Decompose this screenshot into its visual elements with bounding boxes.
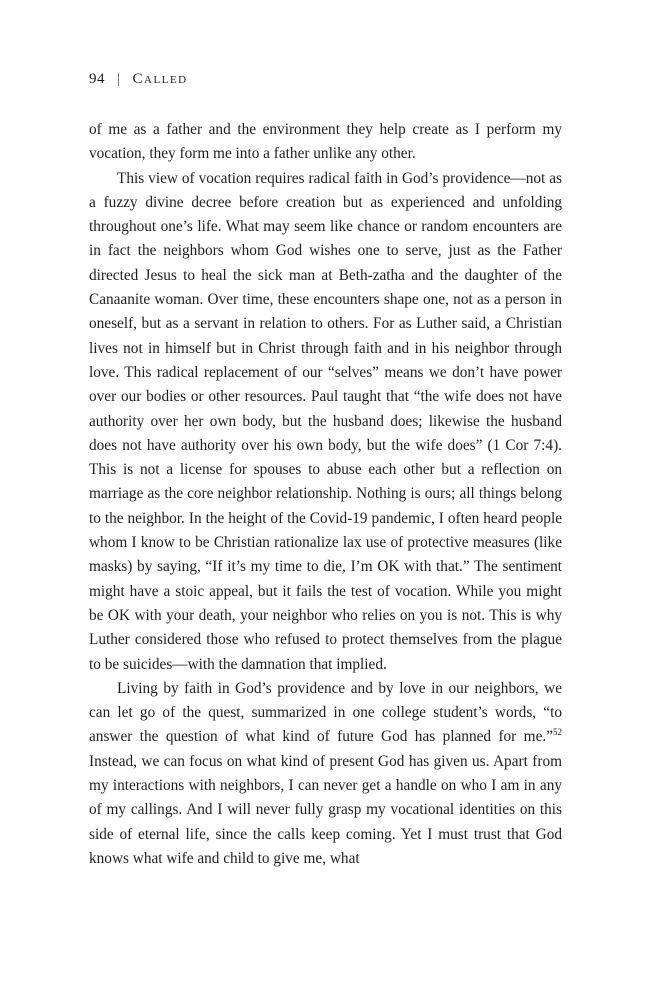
running-head: [89, 68, 188, 90]
footnote-marker: 52: [553, 727, 562, 738]
paragraph-3: [89, 677, 562, 871]
paragraph-3-text-end: Instead, we can focus on what kind of present God has given us. Apart from my interactions with neighbors, I can never get a handle on who I am in any of my callings. And I will never fully grasp my vocational identities on this side of eternal life, since the calls keep coming. Yet I must trust that God knows what wife and child to give me, what: [89, 752, 562, 867]
running-title: Called: [132, 71, 188, 87]
body-text: [89, 118, 562, 871]
header-separator: |: [117, 71, 121, 87]
page-number: 94: [89, 71, 105, 87]
paragraph-2: This view of vocation requires radical faith in God’s providence—not as a fuzzy divine decree before creation but as experienced and unfolding throughout one’s life. What may seem like chance or random encounters are in fact the neighbors whom God wishes one to serve, just as the Father directed Jesus to heal the sick man at Beth-zatha and the daughter of the Canaanite woman. Over time, these encounters shape one, not as a person in oneself, but as a servant in relation to others. For as Luther said, a Christian lives not in himself but in Christ through faith and in his neighbor through love. This radical replacement of our “selves” means we don’t have power over our bodies or other resources. Paul taught that “the wife does not have authority over her own body, but the husband does; likewise the husband does not have authority over his own body, but the wife does” (1 Cor 7:4). This is not a license for spouses to abuse each other but a reflection on marriage as the core neighbor relationship. Nothing is ours; all things belong to the neighbor. In the height of the Covid-19 pandemic, I often heard people whom I know to be Christian rationalize lax use of protective measures (like masks) by saying, “If it’s my time to die, I’m OK with that.” The sentiment might have a stoic appeal, but it fails the test of vocation. While you might be OK with your death, your neighbor who relies on you is not. This is why Luther considered those who refused to protect themselves from the plague to be suicides—with the damnation that implied.: [89, 169, 562, 673]
paragraph-3-text-start: Living by faith in God’s providence and by love in our neighbors, we can let go of the quest, summarized in one college student’s words, “to answer the question of what kind of future God has planned for me.”: [89, 679, 562, 746]
paragraph-1: of me as a father and the environment they help create as I perform my vocation, they form me into a father unlike any other.: [89, 121, 562, 163]
